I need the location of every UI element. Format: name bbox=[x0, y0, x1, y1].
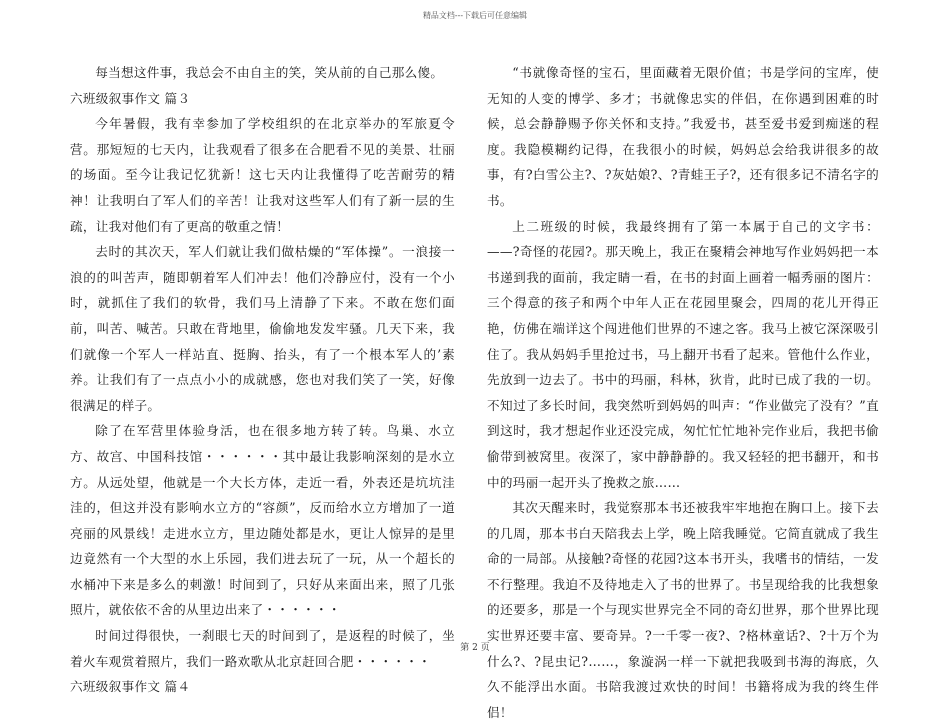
paragraph: 去时的其次天，军人们就让我们做枯燥的“军体操”。一浪接一浪的的叫苦声，随即朝着军人们冲去！他们冷静应付，没有一个小时，就抓住了我们的软骨，我们马上清静了下来。不敢在您们面前，叫苦、喊苦。只敢在背地里，偷偷地发发牢骚。几天下来，我们就像一个军人一样站直、挺胸、抬头，有了一个根本军人的’素养。让我们有了一点点小小的成就感，您也对我们笑了一笑，好像很满足的样子。 bbox=[70, 244, 455, 413]
paragraph: “书就像奇怪的宝石，里面藏着无限价值；书是学问的宝库，使无知的人变的博学、多才；书就像忠实的伴侣，在你遇到困难的时候，总会静静赐予你关怀和支持。”我爱书，甚至爱书爱到痴迷的程度。我隐模糊约记得，在我很小的时候，妈妈总会给我讲很多的故事，有?白雪公主?、?灰姑娘?、?青蛙王子?，还有很多记不清名字的书。 bbox=[487, 65, 879, 208]
page-header: 精品文档---下载后可任意编辑 bbox=[422, 11, 528, 20]
paragraph: 除了在军营里体验身活，也在很多地方转了转。鸟巢、水立方、故宫、中国科技馆・・・・・・其中最让我影响深刻的是水立方。从远处望，他就是一个大长方体，走近一看，外表还是坑坑洼洼的，但这并没有影响水立方的“容颜”，反而给水立方增加了一道亮丽的风景线！走进水立方，里边随处都是水，更让人惊异的是里边竟然有一个大型的水上乐园，我们进去玩了一玩，从一个超长的水桶冲下来是多么的刺激！时间到了，只好从来面出来，照了几张照片，就依依不舍的从里边出来了・・・・・・ bbox=[70, 423, 455, 618]
right-column bbox=[487, 60, 879, 725]
paragraph: 上二班级的时候，我最终拥有了第一本属于自己的文字书：——?奇怪的花园?。那天晚上，我正在聚精会神地写作业妈妈把一本书递到我的面前，我定睛一看，在书的封面上画着一幅秀丽的图片：三个得意的孩子和两个中年人正在花园里聚会，四周的花儿开得正艳，仿佛在端详这个闯进他们世界的不速之客。我马上被它深深吸引住了。我从妈妈手里抢过书，马上翻开书看了起来。管他什么作业，先放到一边去了。书中的玛丽，科林，狄肯，此时已成了我的一切。不知过了多长时间，我突然听到妈妈的叫声：“作业做完了没有？”直到这时，我才想起作业还没完成，匆忙忙忙地补完作业后，我把书偷偷带到被窝里。夜深了，家中静静静的。我又轻轻的把书翻开，和书中的玛丽一起开头了挽救之旅…… bbox=[487, 218, 879, 490]
paragraph: 今年暑假，我有幸参加了学校组织的在北京举办的军旅夏令营。那短短的七天内，让我观看了很多在合肥看不见的美景、壮丽的场面。至今让我记忆犹新！这七天内让我懂得了吃苦耐劳的精神！让我明白了军人们的辛苦！让我对这些军人们有了新一层的生疏，让我对他们有了更高的敬重之情！ bbox=[70, 116, 455, 234]
page-number: 第 2 页 bbox=[460, 643, 490, 653]
left-column bbox=[70, 60, 455, 700]
paragraph: 每当想这件事，我总会不由自主的笑，笑从前的自己那么傻。 bbox=[95, 65, 444, 80]
section-title: 六班级叙事作文 篇４ bbox=[70, 679, 191, 695]
paragraph: 其次天醒来时，我觉察那本书还被我牢牢地抱在胸口上。接下去的几周，那本书白天陪我去上学，晚上陪我睡觉。它简直就成了我生命的一局部。从接触?奇怪的花园?这本书开头，我嗜书的情结，一发不行整理。我迫不及待地走入了书的世界了。书呈现给我的比我想象的还要多，那是一个与现实世界完全不同的奇幻世界，那个世界比现实世界还要丰富、要奇异。?一千零一夜?、?格林童话?、?十万个为什么?、?昆虫记?……，象漩涡一样一下就把我吸到书海的海底，久久不能浮出水面。书陪我渡过欢快的时间！书籍将成为我的终生伴侣！ bbox=[487, 500, 879, 720]
paragraph: 时间过得很快，一刹眼七天的时间到了，是返程的时候了，坐着火车观赏着照片，我们一路欢歌从北京赶回合肥・・・・・・ bbox=[70, 628, 455, 669]
section-title: 六班级叙事作文 篇３ bbox=[70, 90, 191, 106]
